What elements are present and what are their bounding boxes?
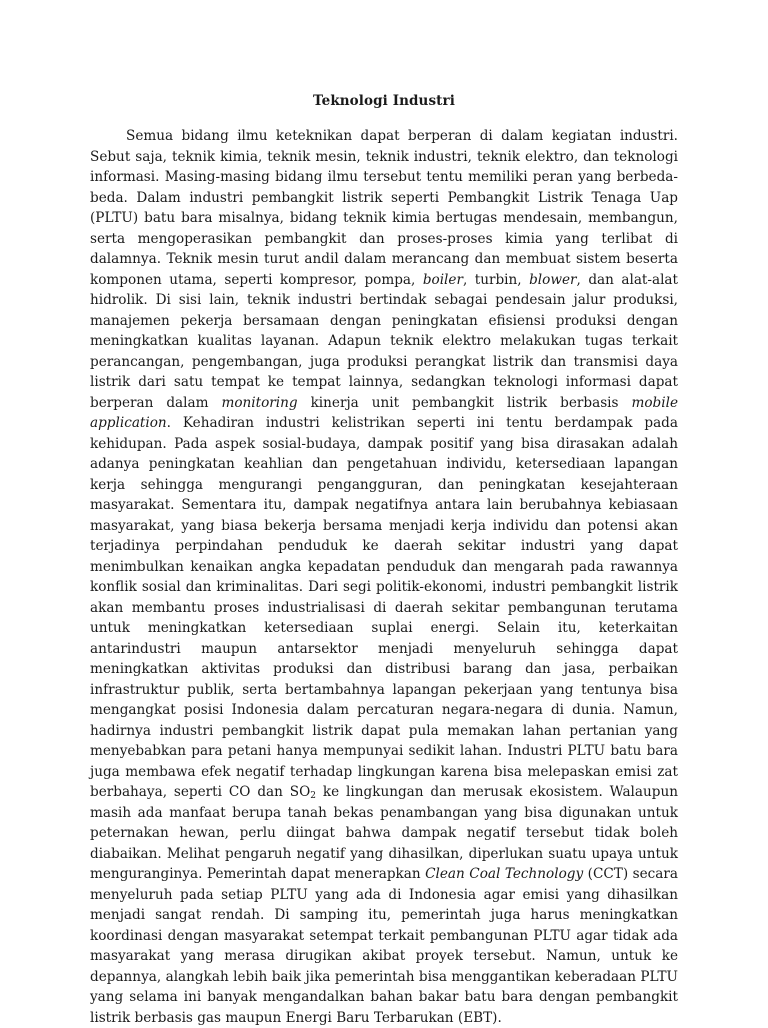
paragraph-text: kinerja unit pembangkit listrik berbasis [297, 394, 632, 411]
paragraph-text: . Kehadiran industri kelistrikan seperti ini tentu berdampak pada kehidupan. Pada aspek sosial-budaya, dampak positif yang bisa dirasakan adalah adanya peningkatan keahlian dan pengetahuan individu, ketersediaan lapangan kerja sehingga mengurangi pengangguran, dan peningkatan kesejahteraan masyarakat. Sementara itu, dampak negatifnya antara lain berubahnya kebiasaan masyarakat, yang biasa bekerja bersama menjadi kerja individu dan potensi akan terjadinya perpindahan penduduk ke daerah sekitar industri yang dapat menimbulkan kenaikan angka kepadatan penduduk dan mengarah pada rawannya konflik sosial dan kriminalitas. Dari segi politik-ekonomi, industri pembangkit listrik akan membantu proses industrialisasi di daerah sekitar pembangunan terutama untuk meningkatkan ketersediaan suplai energi. Selain itu, keterkaitan antarindustri maupun antarsektor menjadi menyeluruh sehingga dapat meningkatkan aktivitas produksi dan distribusi barang dan jasa, perbaikan infrastruktur publik, serta bertambahnya lapangan pekerjaan yang tentunya bisa mengangkat posisi Indonesia dalam percaturan negara-negara di dunia. Namun, hadirnya industri pembangkit listrik dapat pula memakan lahan pertanian yang menyebabkan para petani hanya mempunyai sedikit lahan. Industri PLTU batu bara juga membawa efek negatif terhadap lingkungan karena bisa melepaskan emisi zat berbahaya, seperti CO dan SO [90, 415, 678, 800]
paragraph-italic-term: blower [529, 271, 577, 288]
paragraph-text: , turbin, [462, 271, 530, 288]
paragraph-text: Semua bidang ilmu keteknikan dapat berperan di dalam kegiatan industri. Sebut saja, teknik kimia, teknik mesin, teknik industri, teknik elektro, dan teknologi informasi. Masing-masing bidang ilmu tersebut tentu memiliki peran yang berbeda-beda. Dalam industri pembangkit listrik seperti Pembangkit Listrik Tenaga Uap (PLTU) batu bara misalnya, bidang teknik kimia bertugas mendesain, membangun, serta mengoperasikan pembangkit dan proses-proses kimia yang terlibat di dalamnya. Teknik mesin turut andil dalam merancang dan membuat sistem beserta komponen utama, seperti kompresor, pompa, [90, 128, 678, 288]
document-paragraph [90, 126, 678, 1028]
document-title: Teknologi Industri [313, 93, 455, 109]
paragraph-text: ke lingkungan dan merusak ekosistem. Walaupun masih ada manfaat berupa tanah bekas penambangan yang bisa digunakan untuk peternakan hewan, perlu diingat bahwa dampak negatif tersebut tidak boleh diabaikan. Melihat pengaruh negatif yang dihasilkan, diperlukan suatu upaya untuk menguranginya. Pemerintah dapat menerapkan [90, 784, 678, 882]
paragraph-italic-term: mobile application [90, 394, 679, 431]
paragraph-italic-term: boiler [422, 271, 463, 288]
paragraph-italic-term: monitoring [221, 394, 298, 411]
paragraph-text: (CCT) secara menyeluruh pada setiap PLTU yang ada di Indonesia agar emisi yang dihasilkan menjadi sangat rendah. Di samping itu, pemerintah juga harus meningkatkan koordinasi dengan masyarakat setempat terkait pembangunan PLTU agar tidak ada masyarakat yang merasa dirugikan akibat proyek tersebut. Namun, untuk ke depannya, alangkah lebih baik jika pemerintah bisa menggantikan keberadaan PLTU yang selama ini banyak mengandalkan bahan bakar batu bara dengan pembangkit listrik berbasis gas maupun Energi Baru Terbarukan (EBT). [90, 866, 678, 1026]
paragraph-italic-term: Clean Coal Technology [425, 866, 584, 882]
subscript-number: 2 [310, 791, 316, 801]
paragraph-text: , dan alat-alat hidrolik. Di sisi lain, teknik industri bertindak sebagai pendesain jalur produksi, manajemen pekerja bersamaan dengan peningkatan efisiensi produksi dengan meningkatkan kualitas layanan. Adapun teknik elektro melakukan tugas terkait perancangan, pengembangan, juga produksi perangkat listrik dan transmisi daya listrik dari satu tempat ke tempat lainnya, sedangkan teknologi informasi dapat berperan dalam [90, 271, 678, 411]
